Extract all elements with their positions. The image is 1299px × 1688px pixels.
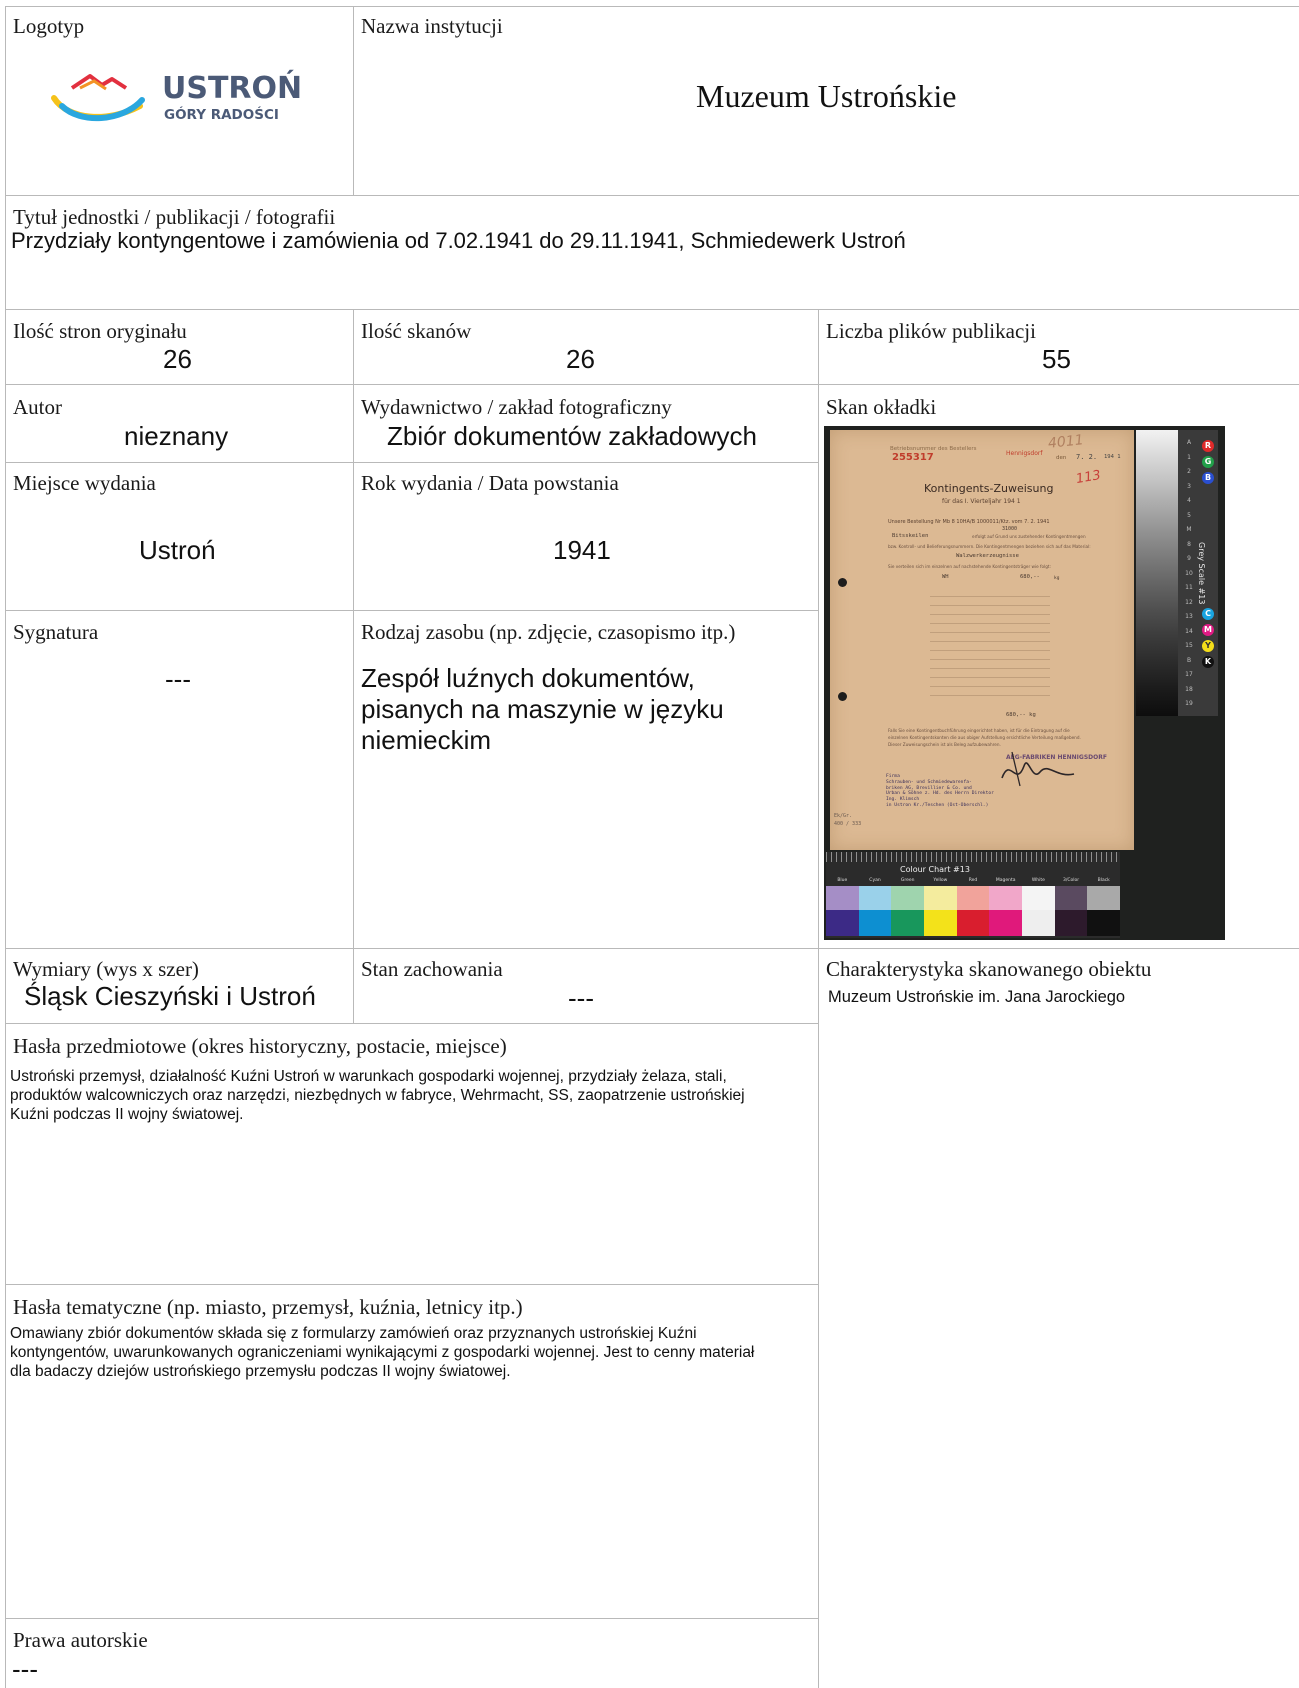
year-value: 1941: [553, 535, 611, 565]
grey-scale-step-label: 2: [1187, 468, 1191, 475]
punch-hole-top: [838, 578, 847, 587]
doc-material: Walzwerkerzeugnisse: [956, 553, 1019, 559]
grey-scale-step-label: 3: [1187, 482, 1191, 490]
doc-for-line: für das I. Vierteljahr 194 1: [942, 498, 1021, 505]
institution-name: Muzeum Ustrońskie: [696, 78, 957, 114]
k-dot: K: [1202, 656, 1214, 668]
punch-hole-bottom: [838, 692, 847, 701]
doc-place: Hennigsdorf: [1006, 450, 1043, 457]
colour-name: White: [1031, 878, 1045, 883]
doc-addressee-line: in Ustron Kr./Teschen (Ost-Oberschl.): [886, 802, 989, 808]
author-value: nieznany: [124, 421, 229, 451]
doc-ref-line: 400 / 333: [834, 821, 862, 827]
place-value: Ustroń: [139, 535, 216, 565]
rule-after-dimensions: [5, 1023, 818, 1024]
grey-scale-step-label: 1: [1187, 453, 1191, 461]
grey-scale-step-label: M: [1186, 526, 1192, 533]
colour-swatch: [891, 910, 924, 936]
resource-type-line-2: pisanych na maszynie w języku: [361, 694, 724, 724]
thematic-keywords-line-1: Omawiany zbiór dokumentów składa się z formularzy zamówień oraz przyznanych ustrońskiej Kuźni: [10, 1325, 697, 1342]
doc-row-code: WH: [942, 574, 949, 580]
colour-swatch: [826, 886, 859, 910]
doc-control-line: bzw. Kontroll- und Belieferungsnummern. Die Kontingentmengen beziehen sich auf das Material:: [888, 544, 1091, 549]
doc-handwritten-mark: 113: [1074, 467, 1102, 488]
colour-swatches-bottom: [826, 910, 1120, 936]
colour-name: Yellow: [933, 878, 948, 883]
rule-after-place: [5, 610, 818, 611]
m-dot: M: [1202, 624, 1214, 636]
colour-chart-label: Colour Chart #13: [900, 865, 970, 874]
colour-swatch: [859, 910, 892, 936]
doc-item-note: erfolgt auf Grund uns zustehender Kontingentmengen: [972, 534, 1086, 539]
title-label: Tytuł jednostki / publikacji / fotografii: [13, 205, 336, 229]
files-value: 55: [1042, 344, 1071, 374]
cover-scan-label: Skan okładki: [826, 395, 937, 419]
b-dot: B: [1202, 472, 1214, 484]
colour-name: 3/Color: [1062, 878, 1080, 883]
subject-keywords-line-1: Ustroński przemysł, działalność Kuźni Ustroń w warunkach gospodarki wojennej, przydziały żelaza, stali,: [10, 1068, 727, 1085]
doc-order-extra: 31000: [1002, 526, 1018, 532]
rule-col1-mid: [353, 309, 354, 1023]
colour-swatch: [1022, 910, 1055, 936]
dimensions-label: Wymiary (wys x szer): [13, 957, 199, 981]
pages-original-value: 26: [163, 344, 192, 374]
colour-swatch: [826, 910, 859, 936]
resource-type-line-1: Zespół luźnych dokumentów,: [361, 663, 695, 693]
y-dot: Y: [1202, 640, 1214, 652]
dimensions-value: Śląsk Cieszyński i Ustroń: [24, 981, 316, 1011]
c-dot: C: [1202, 608, 1214, 620]
scans-label: Ilość skanów: [361, 319, 472, 343]
grey-scale-step-label: 13: [1185, 613, 1193, 620]
grey-scale-step-label: 18: [1185, 685, 1193, 693]
colour-swatches-top: [826, 886, 1120, 910]
logo-name: USTROŃ: [162, 71, 303, 106]
doc-ref: [834, 812, 861, 828]
scanned-document: [830, 430, 1134, 850]
doc-date: 7. 2.: [1076, 453, 1098, 461]
subject-keywords-line-2: produktów walcowniczych oraz narzędzi, niezbędnych w fabryce, Wehrmacht, SS, zaopatrzenie ustrońskiej: [10, 1087, 745, 1104]
cover-scan-image: [824, 426, 1225, 940]
institution-label: Nazwa instytucji: [361, 14, 503, 38]
colour-name: Black: [1097, 878, 1110, 883]
signature-value: ---: [165, 664, 191, 694]
colour-name: Cyan: [869, 878, 881, 883]
doc-heading: Kontingents-Zuweisung: [924, 482, 1054, 495]
colour-swatch: [989, 886, 1022, 910]
rule-col1-header: [353, 6, 354, 195]
year-label: Rok wydania / Data powstania: [361, 471, 619, 495]
grey-scale-step-label: 14: [1185, 627, 1193, 635]
doc-item: Bitsskeilen: [892, 533, 929, 539]
doc-addressee: [886, 774, 994, 809]
colour-swatch: [957, 886, 990, 910]
doc-number: 255317: [892, 452, 934, 463]
ustron-logo: [50, 68, 310, 128]
doc-addressee-line: Firma: [886, 774, 900, 779]
grey-scale-step-label: 12: [1185, 598, 1193, 606]
colour-name: Red: [968, 878, 978, 883]
grey-scale-label-strip: [1178, 430, 1218, 716]
doc-year: 194 1: [1104, 454, 1121, 460]
rule-col2: [818, 309, 819, 1688]
rule-left: [5, 6, 6, 1688]
publisher-label: Wydawnictwo / zakład fotograficzny: [361, 395, 672, 419]
grey-scale-step-label: 10: [1185, 569, 1193, 577]
doc-footer-2: einzelnen Kontingentskonten die aus obiger Aufstellung ersichtliche Verteilung maßgebend.: [888, 735, 1081, 740]
colour-swatch: [1087, 910, 1120, 936]
grey-scale-label: Grey Scale #13: [1197, 542, 1206, 605]
colour-swatch: [989, 910, 1022, 936]
doc-stamp: AEG-FABRIKEN HENNIGSDORF: [1006, 754, 1107, 761]
colour-swatch: [1087, 886, 1120, 910]
resource-type-line-3: niemieckim: [361, 725, 492, 755]
grey-scale-step-label: 15: [1185, 642, 1193, 649]
characteristics-label: Charakterystyka skanowanego obiektu: [826, 957, 1152, 981]
colour-swatch: [924, 910, 957, 936]
grey-scale-step-label: A: [1186, 439, 1192, 446]
doc-footer-3: Dieser Zuweisungschein ist als Beleg aufzubewahren.: [888, 742, 1001, 747]
grey-scale-step-label: 8: [1187, 540, 1191, 548]
doc-row-unit: kg: [1054, 576, 1060, 581]
colour-name: Blue: [837, 878, 848, 883]
grey-scale-step-label: 9: [1187, 555, 1191, 562]
logo-mountain-red: [72, 76, 126, 88]
colour-name: Magenta: [995, 878, 1016, 883]
doc-addressee-line: Urban & Söhne z. Hd. des Herrn Direktor: [886, 791, 994, 797]
pages-original-label: Ilość stron oryginału: [13, 319, 187, 343]
scans-value: 26: [566, 344, 595, 374]
doc-dotted-rows: [930, 588, 1050, 698]
colour-name: Green: [900, 878, 915, 883]
grey-scale-step-label: 5: [1187, 511, 1191, 519]
colour-swatch: [891, 886, 924, 910]
doc-date-label: den: [1056, 455, 1067, 461]
colour-swatch: [859, 886, 892, 910]
grey-scale-step-label: B: [1186, 656, 1192, 664]
thematic-keywords-line-2: kontyngentów, uwarunkowanych ograniczeniami wynikającymi z gospodarki wojennej. Jest to cenny materiał: [10, 1344, 755, 1361]
colour-swatch: [924, 886, 957, 910]
logo-arc-blue: [62, 100, 142, 118]
rgb-dots: [1202, 440, 1214, 484]
g-dot: G: [1202, 456, 1214, 468]
copyright-value: ---: [12, 1654, 38, 1684]
condition-label: Stan zachowania: [361, 957, 503, 981]
doc-row-value: 680,--: [1020, 574, 1040, 580]
grey-scale-letters: [1182, 436, 1196, 712]
cmyk-dots: [1202, 608, 1214, 668]
colour-swatch: [1022, 886, 1055, 910]
colour-chart: [826, 852, 1120, 938]
rule-after-thematic: [5, 1618, 818, 1619]
author-label: Autor: [13, 395, 62, 419]
colour-swatch: [1055, 910, 1088, 936]
thematic-keywords-line-3: dla badaczy dziejów ustrońskiego przemysłu podczas II wojny światowej.: [10, 1363, 511, 1380]
publisher-value: Zbiór dokumentów zakładowych: [387, 421, 757, 451]
colour-names-row: [826, 878, 1120, 886]
grey-scale-step-label: 19: [1185, 700, 1193, 707]
grey-scale-step-label: 11: [1185, 584, 1193, 591]
thematic-keywords-label: Hasła tematyczne (np. miasto, przemysł, kuźnia, letnicy itp.): [13, 1295, 523, 1319]
rule-after-counts: [5, 384, 1299, 385]
doc-ref-line: Ek/Gr.: [834, 813, 853, 819]
doc-order-line: Unsere Bestellung Nr Mb 8 10HA/B 1000011/Ktz. vom 7. 2. 1941: [888, 519, 1050, 525]
doc-number-label: Betriebsnummer des Bestellers: [890, 446, 977, 452]
files-label: Liczba plików publikacji: [826, 319, 1036, 343]
grey-scale-step-label: 4: [1187, 497, 1191, 504]
rule-after-author: [5, 462, 818, 463]
rule-after-title: [5, 309, 1299, 310]
doc-split-line: Sie verteilen sich im einzelnen auf nachstehende Kontingentsträger wie folgt:: [888, 564, 1051, 569]
doc-addressee-line: briken AG, Brevillier & Co. und: [886, 785, 972, 791]
rule-after-header: [5, 195, 1299, 196]
characteristics-value: Muzeum Ustrońskie im. Jana Jarockiego: [828, 988, 1126, 1006]
colour-swatch: [957, 910, 990, 936]
doc-addressee-line: Ing. Klimsch: [886, 797, 920, 803]
doc-footer-1: Falls Sie eine Kontingentbuchführung eingerichtet haben, ist für die Eintragung auf die: [888, 728, 1070, 733]
doc-handwritten-number: 4011: [1047, 432, 1085, 452]
rule-after-subject: [5, 1284, 818, 1285]
logo-label: Logotyp: [13, 14, 85, 38]
grey-scale-step-label: 17: [1185, 671, 1193, 678]
r-dot: R: [1202, 440, 1214, 452]
condition-value: ---: [568, 983, 594, 1013]
logo-tagline: GÓRY RADOŚCI: [164, 107, 279, 123]
colour-swatch: [1055, 886, 1088, 910]
grey-scale-strip: [1136, 430, 1178, 716]
subject-keywords-label: Hasła przedmiotowe (okres historyczny, postacie, miejsce): [13, 1034, 507, 1058]
doc-signature: [998, 748, 1078, 788]
copyright-label: Prawa autorskie: [13, 1628, 148, 1652]
doc-total: 680,-- kg: [1006, 712, 1036, 718]
title-value: Przydziały kontyngentowe i zamówienia od 7.02.1941 do 29.11.1941, Schmiedewerk Ustroń: [11, 228, 906, 253]
signature-label: Sygnatura: [13, 620, 99, 644]
doc-addressee-line: Schrauben- und Schmiedewarenfa-: [886, 779, 972, 785]
place-label: Miejsce wydania: [13, 471, 156, 495]
resource-type-label: Rodzaj zasobu (np. zdjęcie, czasopismo itp.): [361, 620, 736, 644]
rule-top: [5, 6, 1299, 7]
ruler: [826, 852, 1120, 862]
rule-after-resource: [5, 948, 1299, 949]
subject-keywords-line-3: Kuźni podczas II wojny światowej.: [10, 1106, 244, 1123]
